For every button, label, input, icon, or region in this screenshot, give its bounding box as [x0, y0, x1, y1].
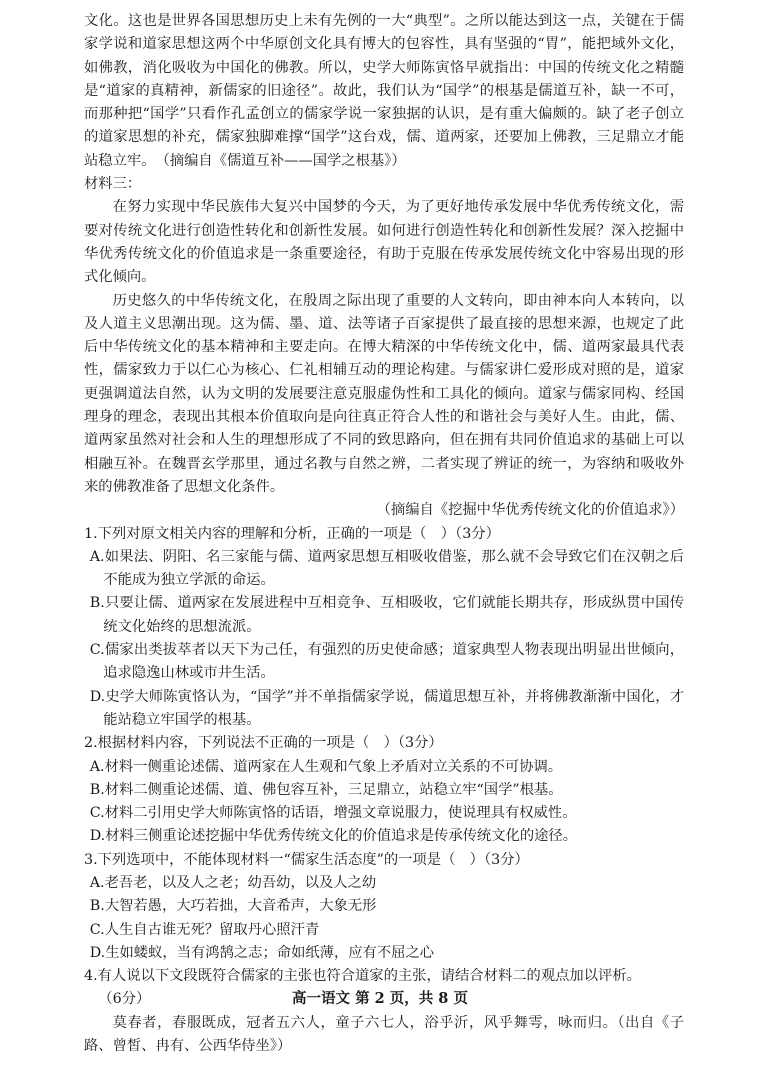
question-3-option-d: D.生如蝼蚁，当有鸿鹄之志；命如纸薄，应有不屈之心	[89, 944, 435, 961]
question-3-stem: 3.下列选项中，不能体现材料一“儒家生活态度”的一项是（ ）（3分）	[84, 851, 529, 868]
material3-paragraph-2: 历史悠久的中华传统文化，在殷周之际出现了重要的人文转向，即由神本向人本转向，以及人道主义思潮出现。这为儒、墨、道、法等诸子百家提供了最直接的思想来源，也规定了此后中华传统文化的基本精神和主要走向。在博大精深的中华传统文化中，儒、道两家最具代表性，儒家致力于以仁心为核心、仁礼相辅互动的理论构建。与儒家讲仁爱形成对照的是，道家更强调道法自然，认为文明的发展要注意克服虚伪性和工具化的倾向。道家与儒家同构、经国理身的理念，表现出其根本价值取向是向往真正符合人性的和谐社会与美好人生。由此，儒、道两家虽然对社会和人生的理想形成了不同的致思路向，但在拥有共同价值追求的基础上可以相融互补。在魏晋玄学那里，通过名教与自然之辨，二者实现了辨证的统一，为容纳和吸收外来的佛教准备了思想文化条件。	[84, 292, 684, 495]
question-1-option-a: A.如果法、阴阳、名三家能与儒、道两家思想互相吸收借鉴，那么就不会导致它们在汉朝之后不能成为独立学派的命运。	[89, 548, 684, 589]
question-2-option-b: B.材料二侧重论述儒、道、佛包容互补，三足鼎立，站稳立牢“国学”根基。	[89, 781, 563, 798]
question-2-option-c: C.材料二引用史学大师陈寅恪的话语，增强文章说服力，使说理具有权威性。	[89, 805, 577, 822]
question-3-option-a: A.老吾老，以及人之老；幼吾幼，以及人之幼	[89, 874, 377, 891]
page-footer: 高一语文 第 2 页，共 8 页	[292, 990, 468, 1007]
question-1-stem: 1.下列对原文相关内容的理解和分析，正确的一项是（ ）（3分）	[84, 525, 500, 542]
question-4-score: （6分）	[98, 991, 151, 1008]
passage-continuation: 文化。这也是世界各国思想历史上未有先例的一大“典型”。之所以能达到这一点，关键在于儒家学说和道家思想这两个中华原创文化具有博大的包容性，具有坚强的“胃”，能把域外文化，如佛教，消化吸收为中国化的佛教。所以，史学大师陈寅恪早就指出：中国的传统文化之精髓是“道家的真精神，新儒家的旧途径”。故此，我们认为“国学”的根基是儒道互补，缺一不可，而那种把“国学”只看作孔孟创立的儒家学说一家独据的认识，是有重大偏颇的。缺了老子创立的道家思想的补充，儒家独脚难撑“国学”这台戏，儒、道两家，还要加上佛教，三足鼎立才能站稳立牢。 （摘编自《儒道互补——国学之根基》）	[84, 13, 684, 169]
question-2-stem: 2.根据材料内容，下列说法不正确的一项是（ ）（3分）	[84, 735, 443, 752]
material3-paragraph-1: 在努力实现中华民族伟大复兴中国梦的今天，为了更好地传承发展中华优秀传统文化，需要对传统文化进行创造性转化和创新性发展。如何进行创造性转化和创新性发展？深入挖掘中华优秀传统文化的价值追求是一条重要途径，有助于克服在传承发展传统文化中容易出现的形式化倾向。	[84, 199, 684, 286]
question-4-stem: 4.有人说以下文段既符合儒家的主张也符合道家的主张，请结合材料二的观点加以评析。	[84, 968, 641, 985]
material3-source: （摘编自《挖掘中华优秀传统文化的价值追求》）	[376, 502, 684, 519]
question-2-option-d: D.材料三侧重论述挖掘中华优秀传统文化的价值追求是传承传统文化的途径。	[89, 828, 578, 845]
question-1-option-b: B.只要让儒、道两家在发展进程中互相竞争、互相吸收，它们就能长期共存，形成纵贯中国传统文化始终的思想流派。	[89, 595, 684, 635]
page-content	[84, 10, 684, 1058]
question-4-quote: 莫春者，春服既成，冠者五六人，童子六七人，浴乎沂，风乎舞雩，咏而归。（出自《子路、曾皙、冉有、公西华侍坐》）	[84, 1014, 684, 1055]
material3-heading: 材料三：	[84, 176, 142, 193]
question-2-option-a: A.材料一侧重论述儒、道两家在人生观和气象上矛盾对立关系的不可协调。	[89, 758, 563, 775]
question-1-option-d: D.史学大师陈寅恪认为，“国学”并不单指儒家学说，儒道思想互补，并将佛教渐渐中国化，才能站稳立牢国学的根基。	[89, 688, 684, 728]
question-1-option-c: C.儒家出类拔萃者以天下为己任，有强烈的历史使命感；道家典型人物表现出明显出世倾向，追求隐逸山林或市井生活。	[89, 642, 684, 682]
question-3-option-c: C.人生自古谁无死？留取丹心照汗青	[89, 921, 320, 938]
question-3-option-b: B.大智若愚，大巧若拙，大音希声，大象无形	[89, 898, 377, 915]
